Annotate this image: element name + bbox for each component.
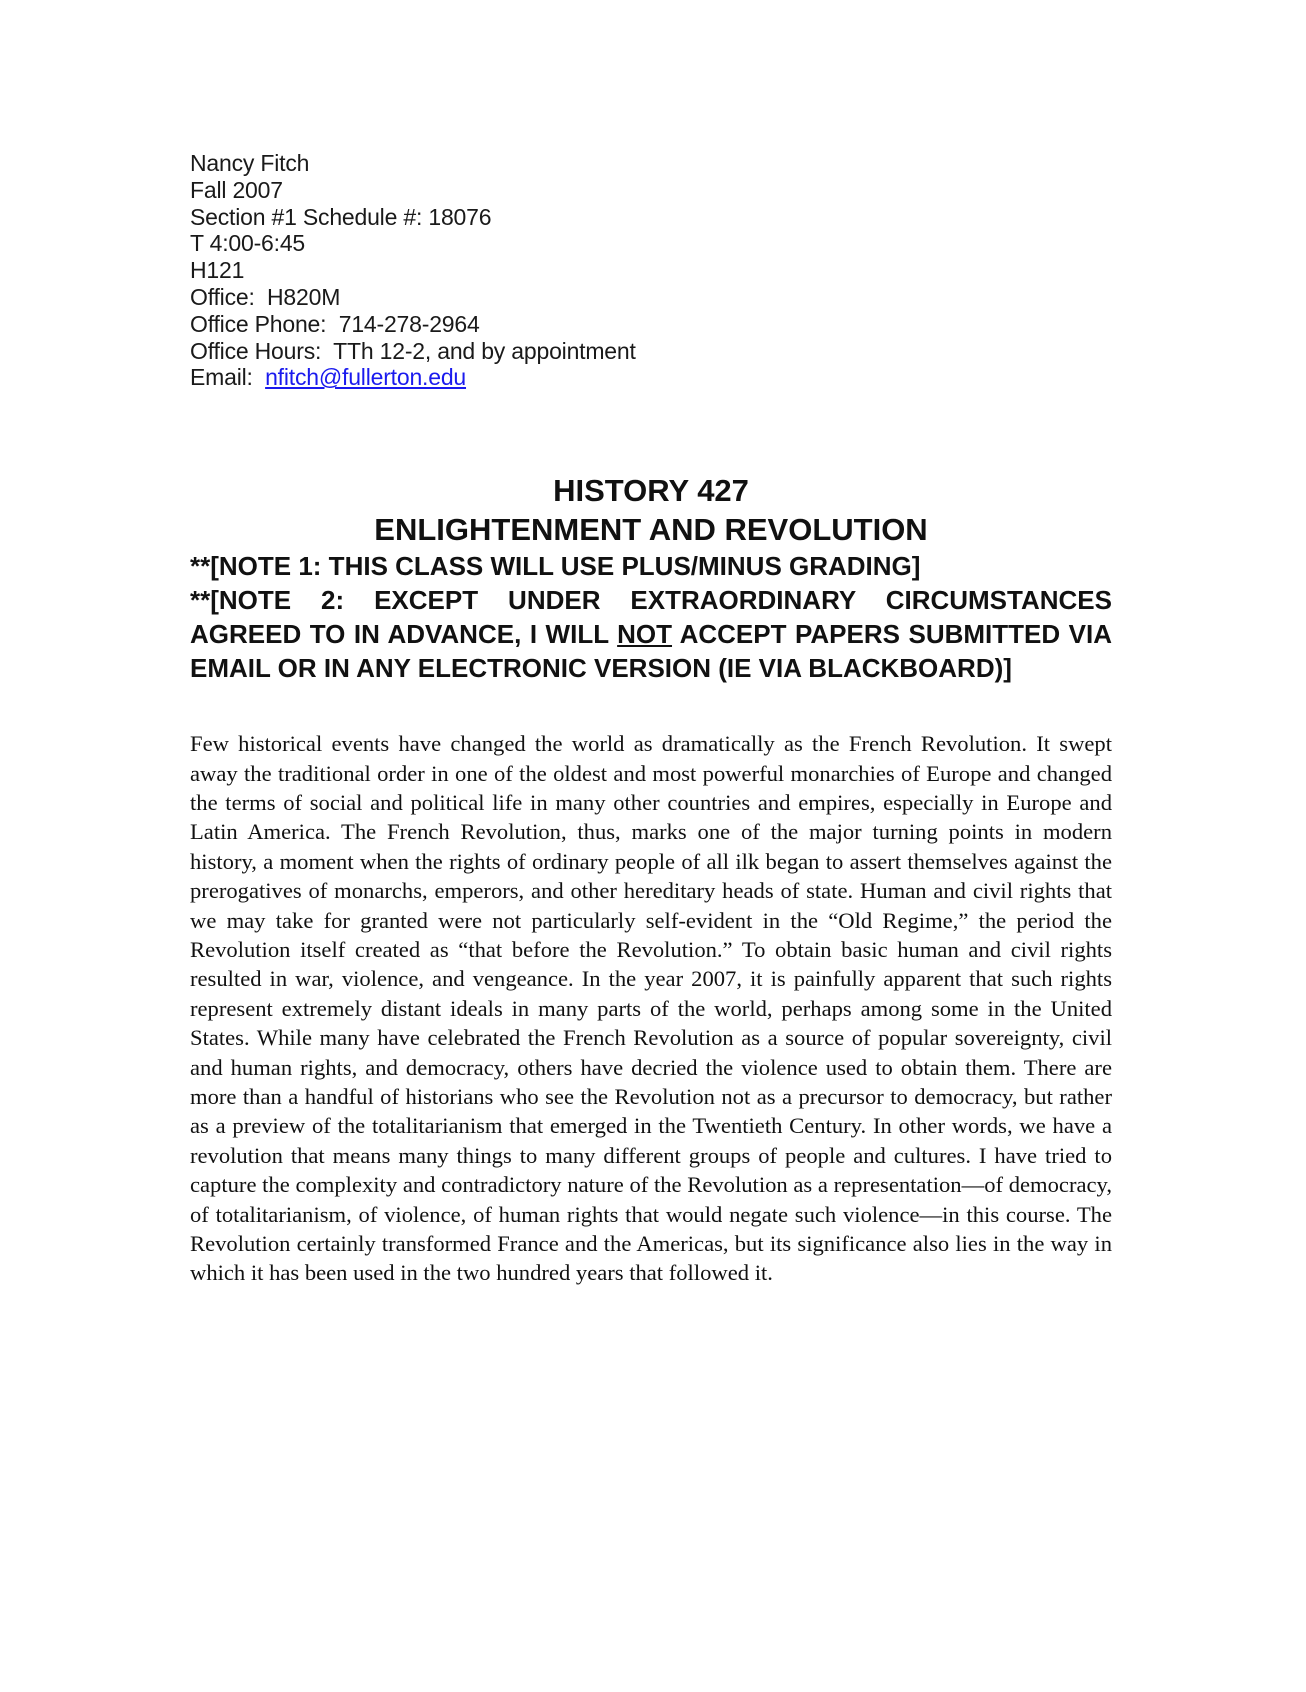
instructor-name: Nancy Fitch xyxy=(190,150,310,176)
meeting-time: T 4:00-6:45 xyxy=(190,230,306,257)
instructor-info xyxy=(190,150,1112,391)
term: Fall 2007 xyxy=(190,176,283,203)
section-schedule: Section #1 Schedule #: 18076 xyxy=(190,203,492,230)
syllabus-page xyxy=(190,150,1112,1288)
course-title: ENLIGHTENMENT AND REVOLUTION xyxy=(374,512,928,548)
note-2-text-after: ACCEPT PAPERS SUBMITTED VIA EMAIL OR IN ANY ELECTRONIC VERSION (IE VIA BLACKBOARD)] xyxy=(190,619,1112,684)
office-phone: Office Phone: 714-278-2964 xyxy=(190,310,480,337)
note-2-emphasis: NOT xyxy=(617,619,673,650)
office: Office: H820M xyxy=(190,283,341,310)
office-hours: Office Hours: TTh 12-2, and by appointment xyxy=(190,337,636,364)
intro-paragraph: Few historical events have changed the world as dramatically as the French Revolution. It swept away the traditional order in one of the oldest and most powerful monarchies of Europe and changed the terms of social and political life in many other countries and empires, especially in Europe and Latin America. The French Revolution, thus, marks one of the major turning points in modern history, a moment when the rights of ordinary people of all ilk began to assert themselves against the prerogatives of monarchs, emperors, and other hereditary heads of state. Human and civil rights that we may take for granted were not particularly self-evident in the “Old Regime,” the period the Revolution itself created as “that before the Revolution.” To obtain basic human and civil rights resulted in war, violence, and vengeance. In the year 2007, it is painfully apparent that such rights represent extremely distant ideals in many parts of the world, perhaps among some in the United States. While many have celebrated the French Revolution as a source of popular sovereignty, civil and human rights, and democracy, others have decried the violence used to obtain them. There are more than a handful of historians who see the Revolution not as a precursor to democracy, but rather as a preview of the totalitarianism that emerged in the Twentieth Century. In other words, we have a revolution that means many things to many different groups of people and cultures. I have tried to capture the complexity and contradictory nature of the Revolution as a representation—of democracy, of totalitarianism, of violence, of human rights that would negate such violence—in this course. The Revolution certainly transformed France and the Americas, but its significance also lies in the way in which it has been used in the two hundred years that followed it. xyxy=(190,731,1112,1286)
course-heading xyxy=(190,471,1112,685)
room: H121 xyxy=(190,257,245,284)
note-2-text-before: **[NOTE 2: EXCEPT UNDER EXTRAORDINARY CIRCUMSTANCES AGREED TO IN ADVANCE, I WILL xyxy=(190,585,1112,650)
email-label: Email: xyxy=(190,364,266,391)
note-2 xyxy=(190,583,1112,685)
email-line xyxy=(190,364,1112,391)
course-number: HISTORY 427 xyxy=(553,473,749,509)
note-1: **[NOTE 1: THIS CLASS WILL USE PLUS/MINUS GRADING] xyxy=(190,551,921,582)
email-link[interactable]: nfitch@fullerton.edu xyxy=(265,364,467,391)
